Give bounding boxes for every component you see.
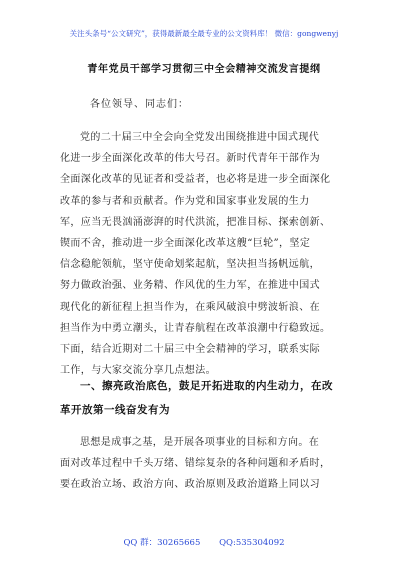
paragraph-line: 化进一步全面深化改革的伟大号召。新时代青年干部作为 [60,153,320,165]
paragraph-line: 工作，与大家交流分享几点想法。 [60,365,216,377]
paragraph-line: 要在政治立场、政治方向、政治原则及政治道路上同以习 [60,479,320,491]
heading-line: 革开放第一线奋发有为 [60,404,170,416]
heading-line: 一、擦亮政治底色，鼓足开拓进取的内生动力，在改 [80,380,333,392]
paragraph-line: 下面，结合近期对二十届三中全会精神的学习，联系实际 [60,344,320,356]
paragraph-intro [60,127,352,381]
paragraph-line: 改革的参与者和贡献者。作为党和国家事业发展的生力 [60,195,310,207]
footer-qq-group: QQ 群：30265665 [123,538,201,548]
paragraph-line: 现代化的新征程上担当作为，在乘风破浪中劈波斩浪、在 [60,301,320,313]
header-promo-note: 关注头条号“公文研究”，获得最新最全最专业的公文资料库！ 微信：gongwenyj [69,29,339,38]
document-title: 青年党员干部学习贯彻三中全会精神交流发言提纲 [87,64,321,75]
paragraph-line: 党的二十届三中全会向全党发出围绕推进中国式现代 [80,132,320,143]
paragraph-line: 全面深化改革的见证者和受益者，也必将是进一步全面深化 [60,174,331,186]
paragraph-line: 努力做政治强、业务精、作风优的生力军，在推进中国式 [60,280,320,292]
paragraph-line: 思想是成事之基，是开展各项事业的目标和方向。在 [80,437,320,448]
section-heading-1 [60,374,352,422]
footer-qq-number: QQ:535304092 [219,538,285,548]
paragraph-line: 军，应当无畏汹涌澎湃的时代洪流，把准目标、探索创新、 [60,216,331,228]
paragraph-line: 面对改革过程中千头万绪、错综复杂的各种问题和矛盾时， [60,458,331,470]
paragraph-section-1 [60,432,352,496]
paragraph-line: 信念稳舵领航，坚守使命划桨起航，坚决担当扬帆远航， [60,259,320,271]
footer-contact [0,536,408,548]
paragraph-line: 锲而不舍，推动进一步全面深化改革这艘“巨轮”，坚定 [60,238,311,250]
salutation: 各位领导、同志们： [90,99,189,110]
paragraph-line: 担当作为中勇立潮头，让青春航程在改革浪潮中行稳致远。 [60,322,331,334]
